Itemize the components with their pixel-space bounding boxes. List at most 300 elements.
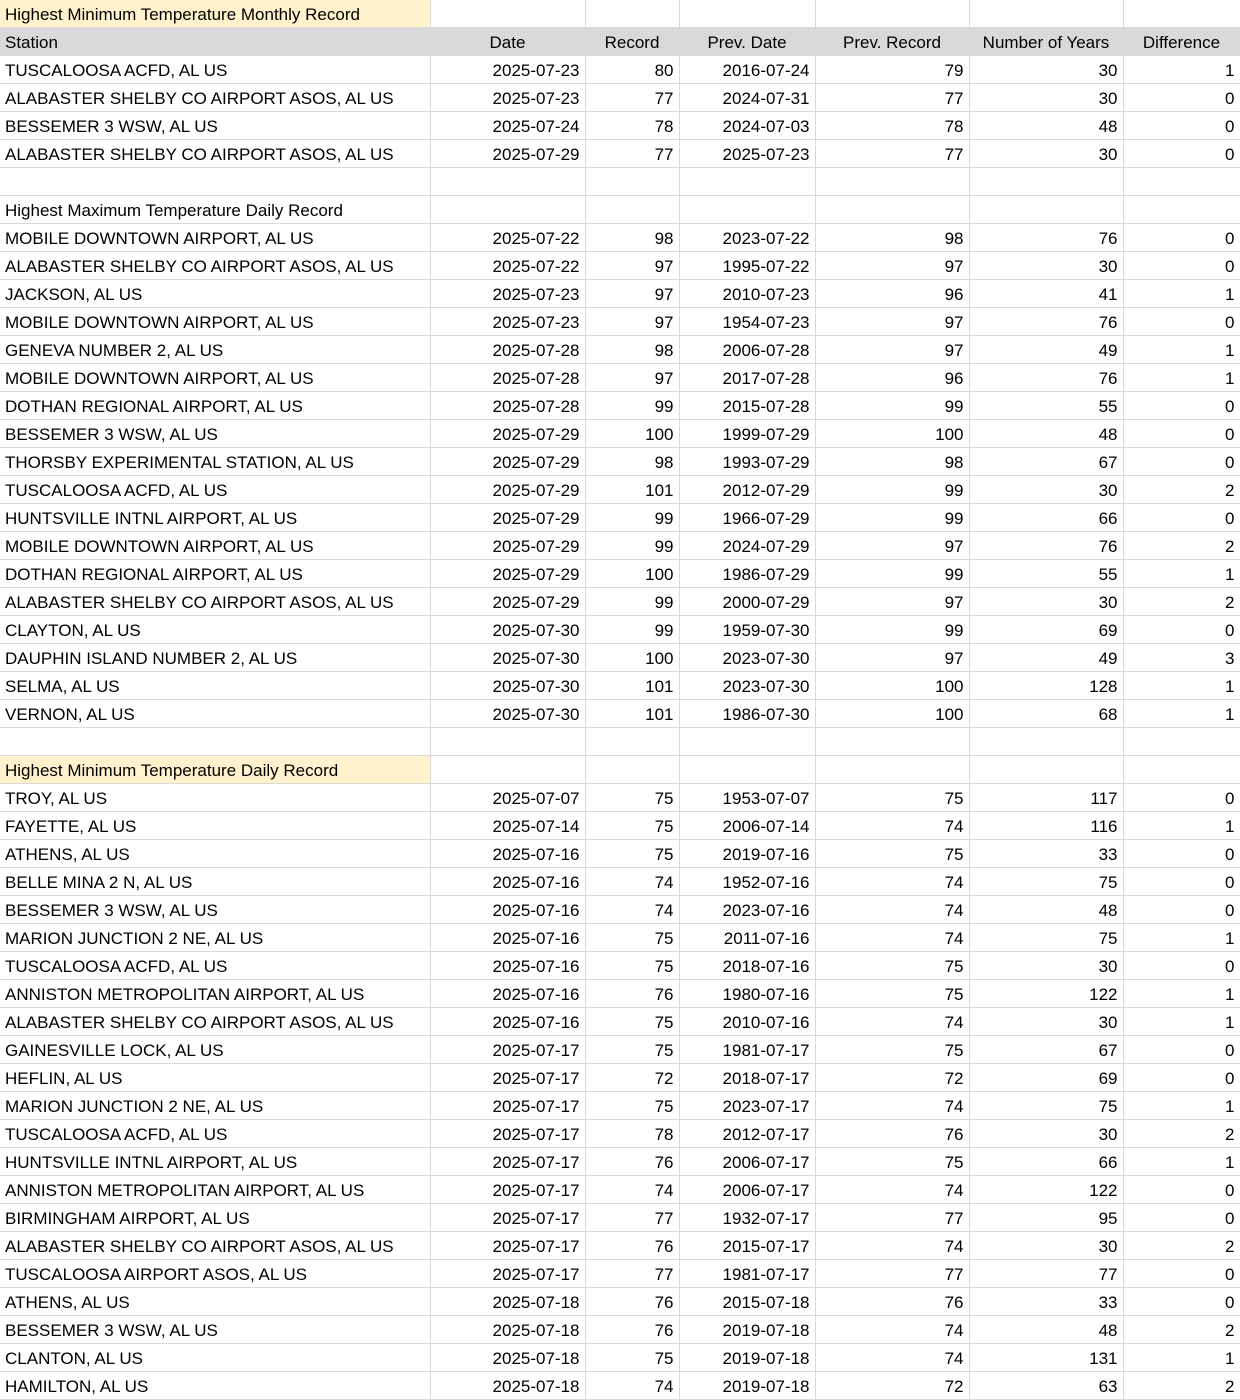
value-cell[interactable]: 2019-07-18 [679,1372,815,1400]
value-cell[interactable]: 1953-07-07 [679,784,815,812]
value-cell[interactable]: 79 [815,56,969,84]
value-cell[interactable]: 76 [585,1288,679,1316]
value-cell[interactable]: 2 [1123,476,1240,504]
section-title[interactable]: Highest Minimum Temperature Daily Record [0,756,430,784]
value-cell[interactable]: 74 [815,1008,969,1036]
column-header[interactable]: Difference [1123,28,1240,56]
station-cell[interactable]: BESSEMER 3 WSW, AL US [0,1316,430,1344]
value-cell[interactable]: 76 [969,532,1123,560]
value-cell[interactable]: 1 [1123,1092,1240,1120]
station-cell[interactable]: VERNON, AL US [0,700,430,728]
value-cell[interactable]: 2023-07-16 [679,896,815,924]
station-cell[interactable]: ALABASTER SHELBY CO AIRPORT ASOS, AL US [0,84,430,112]
value-cell[interactable]: 2025-07-17 [430,1204,585,1232]
station-cell[interactable]: BESSEMER 3 WSW, AL US [0,896,430,924]
value-cell[interactable]: 41 [969,280,1123,308]
station-cell[interactable]: HUNTSVILLE INTNL AIRPORT, AL US [0,504,430,532]
station-cell[interactable]: MARION JUNCTION 2 NE, AL US [0,924,430,952]
station-cell[interactable]: TROY, AL US [0,784,430,812]
value-cell[interactable]: 0 [1123,252,1240,280]
value-cell[interactable]: 30 [969,952,1123,980]
empty-cell[interactable] [0,728,430,756]
empty-cell[interactable] [585,728,679,756]
value-cell[interactable]: 48 [969,1316,1123,1344]
empty-cell[interactable] [430,196,585,224]
value-cell[interactable]: 75 [815,1148,969,1176]
empty-cell[interactable] [585,756,679,784]
value-cell[interactable]: 63 [969,1372,1123,1400]
value-cell[interactable]: 97 [815,308,969,336]
value-cell[interactable]: 99 [815,392,969,420]
value-cell[interactable]: 1 [1123,672,1240,700]
value-cell[interactable]: 2025-07-17 [430,1092,585,1120]
station-cell[interactable]: MOBILE DOWNTOWN AIRPORT, AL US [0,224,430,252]
value-cell[interactable]: 74 [585,1372,679,1400]
value-cell[interactable]: 1 [1123,364,1240,392]
value-cell[interactable]: 74 [585,896,679,924]
value-cell[interactable]: 74 [815,1316,969,1344]
value-cell[interactable]: 2025-07-16 [430,924,585,952]
value-cell[interactable]: 2017-07-28 [679,364,815,392]
value-cell[interactable]: 75 [815,784,969,812]
value-cell[interactable]: 98 [815,448,969,476]
value-cell[interactable]: 78 [815,112,969,140]
value-cell[interactable]: 0 [1123,392,1240,420]
value-cell[interactable]: 117 [969,784,1123,812]
value-cell[interactable]: 2012-07-29 [679,476,815,504]
value-cell[interactable]: 2025-07-17 [430,1148,585,1176]
value-cell[interactable]: 1 [1123,280,1240,308]
value-cell[interactable]: 3 [1123,644,1240,672]
column-header[interactable]: Date [430,28,585,56]
value-cell[interactable]: 2024-07-29 [679,532,815,560]
empty-cell[interactable] [969,168,1123,196]
value-cell[interactable]: 2 [1123,1372,1240,1400]
value-cell[interactable]: 2024-07-03 [679,112,815,140]
value-cell[interactable]: 0 [1123,224,1240,252]
station-cell[interactable]: BESSEMER 3 WSW, AL US [0,112,430,140]
empty-cell[interactable] [815,728,969,756]
value-cell[interactable]: 76 [815,1288,969,1316]
value-cell[interactable]: 2025-07-17 [430,1176,585,1204]
station-cell[interactable]: GAINESVILLE LOCK, AL US [0,1036,430,1064]
value-cell[interactable]: 75 [815,952,969,980]
value-cell[interactable]: 2023-07-30 [679,672,815,700]
value-cell[interactable]: 1952-07-16 [679,868,815,896]
empty-cell[interactable] [969,728,1123,756]
value-cell[interactable]: 2025-07-16 [430,980,585,1008]
station-cell[interactable]: CLANTON, AL US [0,1344,430,1372]
value-cell[interactable]: 2025-07-17 [430,1120,585,1148]
value-cell[interactable]: 30 [969,588,1123,616]
value-cell[interactable]: 2025-07-17 [430,1036,585,1064]
station-cell[interactable]: ANNISTON METROPOLITAN AIRPORT, AL US [0,1176,430,1204]
value-cell[interactable]: 0 [1123,1260,1240,1288]
column-header[interactable]: Prev. Record [815,28,969,56]
station-cell[interactable]: DAUPHIN ISLAND NUMBER 2, AL US [0,644,430,672]
station-cell[interactable]: MOBILE DOWNTOWN AIRPORT, AL US [0,364,430,392]
value-cell[interactable]: 2025-07-24 [430,112,585,140]
empty-cell[interactable] [815,196,969,224]
empty-cell[interactable] [430,728,585,756]
empty-cell[interactable] [969,0,1123,28]
value-cell[interactable]: 2006-07-17 [679,1176,815,1204]
value-cell[interactable]: 2018-07-17 [679,1064,815,1092]
value-cell[interactable]: 101 [585,672,679,700]
value-cell[interactable]: 96 [815,364,969,392]
value-cell[interactable]: 1999-07-29 [679,420,815,448]
value-cell[interactable]: 1995-07-22 [679,252,815,280]
value-cell[interactable]: 2011-07-16 [679,924,815,952]
value-cell[interactable]: 98 [585,448,679,476]
value-cell[interactable]: 96 [815,280,969,308]
value-cell[interactable]: 0 [1123,1204,1240,1232]
value-cell[interactable]: 33 [969,840,1123,868]
value-cell[interactable]: 1 [1123,1008,1240,1036]
value-cell[interactable]: 74 [815,868,969,896]
value-cell[interactable]: 2010-07-16 [679,1008,815,1036]
value-cell[interactable]: 99 [815,616,969,644]
value-cell[interactable]: 78 [585,112,679,140]
value-cell[interactable]: 2025-07-29 [430,448,585,476]
value-cell[interactable]: 2023-07-22 [679,224,815,252]
value-cell[interactable]: 1 [1123,1148,1240,1176]
value-cell[interactable]: 97 [815,336,969,364]
value-cell[interactable]: 0 [1123,896,1240,924]
value-cell[interactable]: 2025-07-16 [430,1008,585,1036]
station-cell[interactable]: HEFLIN, AL US [0,1064,430,1092]
value-cell[interactable]: 30 [969,84,1123,112]
value-cell[interactable]: 76 [585,980,679,1008]
value-cell[interactable]: 100 [815,700,969,728]
value-cell[interactable]: 1932-07-17 [679,1204,815,1232]
value-cell[interactable]: 2006-07-17 [679,1148,815,1176]
station-cell[interactable]: CLAYTON, AL US [0,616,430,644]
station-cell[interactable]: ATHENS, AL US [0,840,430,868]
empty-cell[interactable] [679,196,815,224]
empty-cell[interactable] [1123,728,1240,756]
value-cell[interactable]: 2025-07-16 [430,952,585,980]
value-cell[interactable]: 74 [815,1176,969,1204]
value-cell[interactable]: 76 [969,364,1123,392]
value-cell[interactable]: 1993-07-29 [679,448,815,476]
value-cell[interactable]: 100 [585,644,679,672]
empty-cell[interactable] [1123,0,1240,28]
value-cell[interactable]: 74 [815,1344,969,1372]
empty-cell[interactable] [969,756,1123,784]
value-cell[interactable]: 2025-07-18 [430,1372,585,1400]
value-cell[interactable]: 72 [585,1064,679,1092]
value-cell[interactable]: 49 [969,336,1123,364]
value-cell[interactable]: 101 [585,700,679,728]
station-cell[interactable]: BIRMINGHAM AIRPORT, AL US [0,1204,430,1232]
value-cell[interactable]: 2025-07-30 [430,616,585,644]
station-cell[interactable]: ALABASTER SHELBY CO AIRPORT ASOS, AL US [0,252,430,280]
value-cell[interactable]: 131 [969,1344,1123,1372]
value-cell[interactable]: 0 [1123,420,1240,448]
value-cell[interactable]: 1981-07-17 [679,1260,815,1288]
value-cell[interactable]: 2015-07-17 [679,1232,815,1260]
value-cell[interactable]: 0 [1123,112,1240,140]
value-cell[interactable]: 1959-07-30 [679,616,815,644]
value-cell[interactable]: 1 [1123,700,1240,728]
value-cell[interactable]: 30 [969,140,1123,168]
value-cell[interactable]: 99 [815,476,969,504]
value-cell[interactable]: 0 [1123,1288,1240,1316]
value-cell[interactable]: 75 [585,1344,679,1372]
value-cell[interactable]: 75 [969,868,1123,896]
value-cell[interactable]: 1986-07-30 [679,700,815,728]
value-cell[interactable]: 77 [815,1260,969,1288]
value-cell[interactable]: 2025-07-29 [430,476,585,504]
value-cell[interactable]: 2025-07-16 [430,896,585,924]
empty-cell[interactable] [815,756,969,784]
value-cell[interactable]: 0 [1123,140,1240,168]
value-cell[interactable]: 30 [969,252,1123,280]
value-cell[interactable]: 98 [815,224,969,252]
value-cell[interactable]: 76 [585,1148,679,1176]
station-cell[interactable]: GENEVA NUMBER 2, AL US [0,336,430,364]
value-cell[interactable]: 2018-07-16 [679,952,815,980]
value-cell[interactable]: 77 [585,1204,679,1232]
empty-cell[interactable] [1123,756,1240,784]
value-cell[interactable]: 100 [815,672,969,700]
value-cell[interactable]: 75 [969,924,1123,952]
empty-cell[interactable] [815,0,969,28]
value-cell[interactable]: 0 [1123,308,1240,336]
value-cell[interactable]: 76 [585,1316,679,1344]
value-cell[interactable]: 2025-07-14 [430,812,585,840]
value-cell[interactable]: 2019-07-18 [679,1344,815,1372]
empty-cell[interactable] [679,0,815,28]
value-cell[interactable]: 68 [969,700,1123,728]
value-cell[interactable]: 2 [1123,1232,1240,1260]
value-cell[interactable]: 75 [585,840,679,868]
value-cell[interactable]: 2023-07-30 [679,644,815,672]
value-cell[interactable]: 2025-07-17 [430,1064,585,1092]
empty-cell[interactable] [1123,196,1240,224]
value-cell[interactable]: 2010-07-23 [679,280,815,308]
value-cell[interactable]: 75 [585,952,679,980]
value-cell[interactable]: 55 [969,560,1123,588]
value-cell[interactable]: 98 [585,224,679,252]
station-cell[interactable]: HAMILTON, AL US [0,1372,430,1400]
value-cell[interactable]: 2025-07-28 [430,392,585,420]
value-cell[interactable]: 30 [969,1120,1123,1148]
station-cell[interactable]: DOTHAN REGIONAL AIRPORT, AL US [0,392,430,420]
value-cell[interactable]: 75 [585,1008,679,1036]
value-cell[interactable]: 100 [585,420,679,448]
station-cell[interactable]: THORSBY EXPERIMENTAL STATION, AL US [0,448,430,476]
value-cell[interactable]: 100 [815,420,969,448]
value-cell[interactable]: 76 [815,1120,969,1148]
value-cell[interactable]: 0 [1123,784,1240,812]
value-cell[interactable]: 97 [585,252,679,280]
station-cell[interactable]: BESSEMER 3 WSW, AL US [0,420,430,448]
station-cell[interactable]: HUNTSVILLE INTNL AIRPORT, AL US [0,1148,430,1176]
section-title[interactable]: Highest Minimum Temperature Monthly Record [0,0,430,28]
value-cell[interactable]: 1 [1123,56,1240,84]
value-cell[interactable]: 74 [585,1176,679,1204]
value-cell[interactable]: 97 [815,252,969,280]
value-cell[interactable]: 98 [585,336,679,364]
value-cell[interactable]: 77 [815,84,969,112]
value-cell[interactable]: 2 [1123,1316,1240,1344]
station-cell[interactable]: MOBILE DOWNTOWN AIRPORT, AL US [0,532,430,560]
value-cell[interactable]: 2016-07-24 [679,56,815,84]
value-cell[interactable]: 2025-07-18 [430,1344,585,1372]
value-cell[interactable]: 2025-07-23 [430,56,585,84]
value-cell[interactable]: 72 [815,1372,969,1400]
value-cell[interactable]: 2025-07-30 [430,644,585,672]
value-cell[interactable]: 2025-07-23 [430,84,585,112]
value-cell[interactable]: 1954-07-23 [679,308,815,336]
value-cell[interactable]: 66 [969,1148,1123,1176]
empty-cell[interactable] [430,756,585,784]
value-cell[interactable]: 99 [585,532,679,560]
value-cell[interactable]: 2023-07-17 [679,1092,815,1120]
empty-cell[interactable] [585,196,679,224]
value-cell[interactable]: 2006-07-14 [679,812,815,840]
value-cell[interactable]: 122 [969,980,1123,1008]
station-cell[interactable]: TUSCALOOSA AIRPORT ASOS, AL US [0,1260,430,1288]
value-cell[interactable]: 74 [815,812,969,840]
value-cell[interactable]: 1 [1123,560,1240,588]
value-cell[interactable]: 77 [585,140,679,168]
station-cell[interactable]: ANNISTON METROPOLITAN AIRPORT, AL US [0,980,430,1008]
value-cell[interactable]: 49 [969,644,1123,672]
value-cell[interactable]: 75 [585,924,679,952]
value-cell[interactable]: 99 [815,560,969,588]
empty-cell[interactable] [679,756,815,784]
value-cell[interactable]: 99 [585,504,679,532]
value-cell[interactable]: 2025-07-30 [430,700,585,728]
station-cell[interactable]: ALABASTER SHELBY CO AIRPORT ASOS, AL US [0,1008,430,1036]
value-cell[interactable]: 1 [1123,336,1240,364]
empty-cell[interactable] [969,196,1123,224]
value-cell[interactable]: 48 [969,896,1123,924]
station-cell[interactable]: ALABASTER SHELBY CO AIRPORT ASOS, AL US [0,140,430,168]
value-cell[interactable]: 74 [815,924,969,952]
value-cell[interactable]: 1 [1123,812,1240,840]
value-cell[interactable]: 1966-07-29 [679,504,815,532]
value-cell[interactable]: 2025-07-29 [430,588,585,616]
empty-cell[interactable] [679,728,815,756]
value-cell[interactable]: 48 [969,420,1123,448]
empty-cell[interactable] [815,168,969,196]
value-cell[interactable]: 33 [969,1288,1123,1316]
station-cell[interactable]: ATHENS, AL US [0,1288,430,1316]
station-cell[interactable]: TUSCALOOSA ACFD, AL US [0,952,430,980]
station-cell[interactable]: SELMA, AL US [0,672,430,700]
value-cell[interactable]: 77 [815,1204,969,1232]
value-cell[interactable]: 2025-07-29 [430,504,585,532]
column-header[interactable]: Number of Years [969,28,1123,56]
value-cell[interactable]: 55 [969,392,1123,420]
section-title[interactable]: Highest Maximum Temperature Daily Record [0,196,430,224]
value-cell[interactable]: 75 [815,840,969,868]
value-cell[interactable]: 0 [1123,1036,1240,1064]
value-cell[interactable]: 97 [815,588,969,616]
value-cell[interactable]: 97 [585,280,679,308]
value-cell[interactable]: 74 [815,896,969,924]
value-cell[interactable]: 128 [969,672,1123,700]
value-cell[interactable]: 100 [585,560,679,588]
value-cell[interactable]: 67 [969,1036,1123,1064]
value-cell[interactable]: 122 [969,1176,1123,1204]
value-cell[interactable]: 2025-07-30 [430,672,585,700]
value-cell[interactable]: 2025-07-23 [430,280,585,308]
value-cell[interactable]: 2025-07-29 [430,532,585,560]
value-cell[interactable]: 97 [815,644,969,672]
empty-cell[interactable] [1123,168,1240,196]
value-cell[interactable]: 2006-07-28 [679,336,815,364]
value-cell[interactable]: 2025-07-29 [430,560,585,588]
value-cell[interactable]: 48 [969,112,1123,140]
station-cell[interactable]: TUSCALOOSA ACFD, AL US [0,476,430,504]
value-cell[interactable]: 97 [585,308,679,336]
value-cell[interactable]: 69 [969,616,1123,644]
value-cell[interactable]: 2019-07-16 [679,840,815,868]
value-cell[interactable]: 116 [969,812,1123,840]
value-cell[interactable]: 2025-07-28 [430,336,585,364]
station-cell[interactable]: JACKSON, AL US [0,280,430,308]
value-cell[interactable]: 30 [969,476,1123,504]
value-cell[interactable]: 2 [1123,532,1240,560]
value-cell[interactable]: 2025-07-18 [430,1316,585,1344]
empty-cell[interactable] [0,168,430,196]
column-header[interactable]: Station [0,28,430,56]
value-cell[interactable]: 95 [969,1204,1123,1232]
value-cell[interactable]: 101 [585,476,679,504]
value-cell[interactable]: 77 [815,140,969,168]
station-cell[interactable]: ALABASTER SHELBY CO AIRPORT ASOS, AL US [0,588,430,616]
value-cell[interactable]: 75 [969,1092,1123,1120]
value-cell[interactable]: 2015-07-18 [679,1288,815,1316]
value-cell[interactable]: 2015-07-28 [679,392,815,420]
station-cell[interactable]: MARION JUNCTION 2 NE, AL US [0,1092,430,1120]
value-cell[interactable]: 99 [585,588,679,616]
value-cell[interactable]: 2025-07-29 [430,140,585,168]
station-cell[interactable]: TUSCALOOSA ACFD, AL US [0,1120,430,1148]
value-cell[interactable]: 0 [1123,504,1240,532]
value-cell[interactable]: 2025-07-16 [430,868,585,896]
value-cell[interactable]: 1 [1123,924,1240,952]
value-cell[interactable]: 0 [1123,1176,1240,1204]
station-cell[interactable]: BELLE MINA 2 N, AL US [0,868,430,896]
value-cell[interactable]: 1 [1123,980,1240,1008]
value-cell[interactable]: 77 [585,84,679,112]
value-cell[interactable]: 67 [969,448,1123,476]
value-cell[interactable]: 2025-07-17 [430,1260,585,1288]
station-cell[interactable]: DOTHAN REGIONAL AIRPORT, AL US [0,560,430,588]
station-cell[interactable]: ALABASTER SHELBY CO AIRPORT ASOS, AL US [0,1232,430,1260]
value-cell[interactable]: 2025-07-28 [430,364,585,392]
value-cell[interactable]: 1986-07-29 [679,560,815,588]
value-cell[interactable]: 75 [585,812,679,840]
station-cell[interactable]: MOBILE DOWNTOWN AIRPORT, AL US [0,308,430,336]
empty-cell[interactable] [585,168,679,196]
value-cell[interactable]: 0 [1123,840,1240,868]
value-cell[interactable]: 75 [815,1036,969,1064]
empty-cell[interactable] [430,0,585,28]
value-cell[interactable]: 66 [969,504,1123,532]
value-cell[interactable]: 2025-07-23 [679,140,815,168]
value-cell[interactable]: 75 [585,1092,679,1120]
value-cell[interactable]: 75 [585,1036,679,1064]
station-cell[interactable]: FAYETTE, AL US [0,812,430,840]
value-cell[interactable]: 2025-07-29 [430,420,585,448]
